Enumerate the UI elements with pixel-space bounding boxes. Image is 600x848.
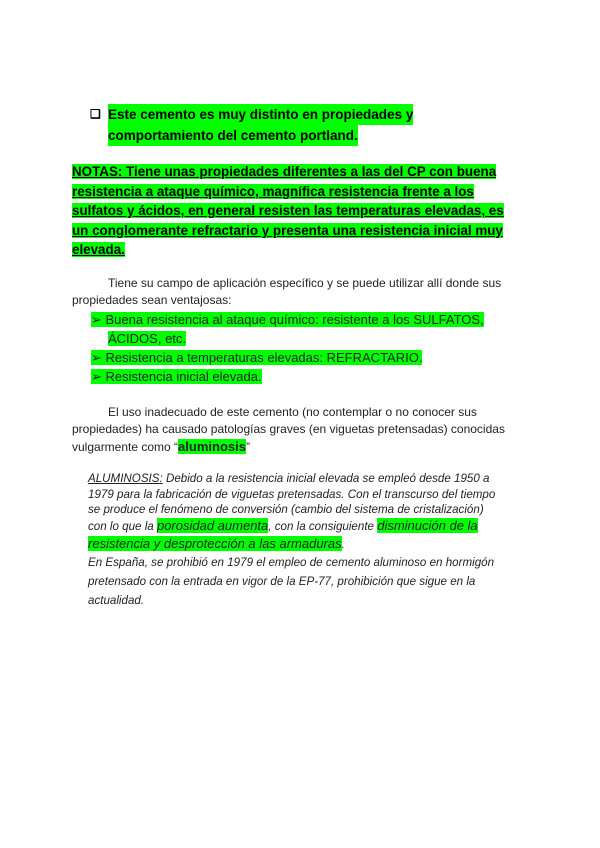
list-item-continuation: ÁCIDOS, etc.: [108, 331, 187, 346]
notes-line: un conglomerante refractario y presenta una resistencia inicial muy: [72, 222, 503, 238]
notes-line: resistencia a ataque químico, magnífica resistencia frente a los: [72, 183, 474, 199]
highlight-porosity: porosidad aumenta: [156, 518, 269, 533]
aluminosis-line-2: 1979 para la fabricación de viguetas pretensadas. Con el transcurso del tiempo: [88, 488, 496, 501]
highlight-resistance: disminución de la: [377, 518, 478, 533]
aluminosis-line-4: con lo que la porosidad aumenta, con la consiguiente disminución de la: [88, 518, 478, 533]
highlight-armaduras: resistencia y desprotección a las armaduras: [88, 536, 342, 551]
usage-line-3: vulgarmente como “aluminosis”: [72, 439, 250, 454]
aluminosis-note: [88, 471, 528, 610]
aluminosis-line-8: actualidad.: [88, 594, 145, 607]
usage-paragraph: [72, 404, 505, 456]
list-item: ➢ Resistencia inicial elevada.: [91, 369, 262, 384]
aluminosis-line-3: se produce el fenómeno de conversión (cambio del sistema de cristalización): [88, 503, 484, 516]
properties-list: [91, 310, 531, 386]
list-item: ➢ Resistencia a temperaturas elevadas: REFRACTARIO.: [91, 350, 423, 365]
intro-line-1: Tiene su campo de aplicación específico y se puede utilizar allí donde sus: [108, 276, 502, 290]
aluminosis-label: ALUMINOSIS:: [88, 472, 163, 485]
usage-line-1: El uso inadecuado de este cemento (no contemplar o no conocer sus: [108, 405, 477, 419]
notes-line: NOTAS: Tiene unas propiedades diferentes a las del CP con buena: [72, 164, 497, 179]
intro-paragraph: [72, 275, 501, 309]
bullet-line-2: comportamiento del cemento portland.: [108, 125, 358, 146]
usage-line-2: propiedades) ha causado patologías graves (en viguetas pretensadas) conocidas: [72, 422, 505, 436]
notes-line: elevada.: [72, 242, 125, 258]
notes-paragraph: [72, 162, 532, 260]
notes-line: sulfatos y ácidos, en general resisten las temperaturas elevadas, es: [72, 203, 504, 219]
aluminosis-line-5: resistencia y desprotección a las armaduras.: [88, 536, 345, 551]
intro-line-2: propiedades sean ventajosas:: [72, 293, 232, 307]
aluminosis-line-7: pretensado con la entrada en vigor de la EP-77, prohibición que sigue en la: [88, 575, 476, 588]
aluminosis-line-1: ALUMINOSIS: Debido a la resistencia inicial elevada se empleó desde 1950 a: [88, 472, 490, 485]
aluminosis-term: aluminosis: [178, 439, 246, 454]
checkbox-bullet-icon: ❑: [90, 107, 101, 121]
aluminosis-line-6: En España, se prohibió en 1979 el empleo de cemento aluminoso en hormigón: [88, 556, 495, 569]
list-item: ➢ Buena resistencia al ataque químico: resistente a los SULFATOS,: [91, 312, 484, 327]
bullet-line-1: Este cemento es muy distinto en propiedades y: [108, 104, 413, 125]
